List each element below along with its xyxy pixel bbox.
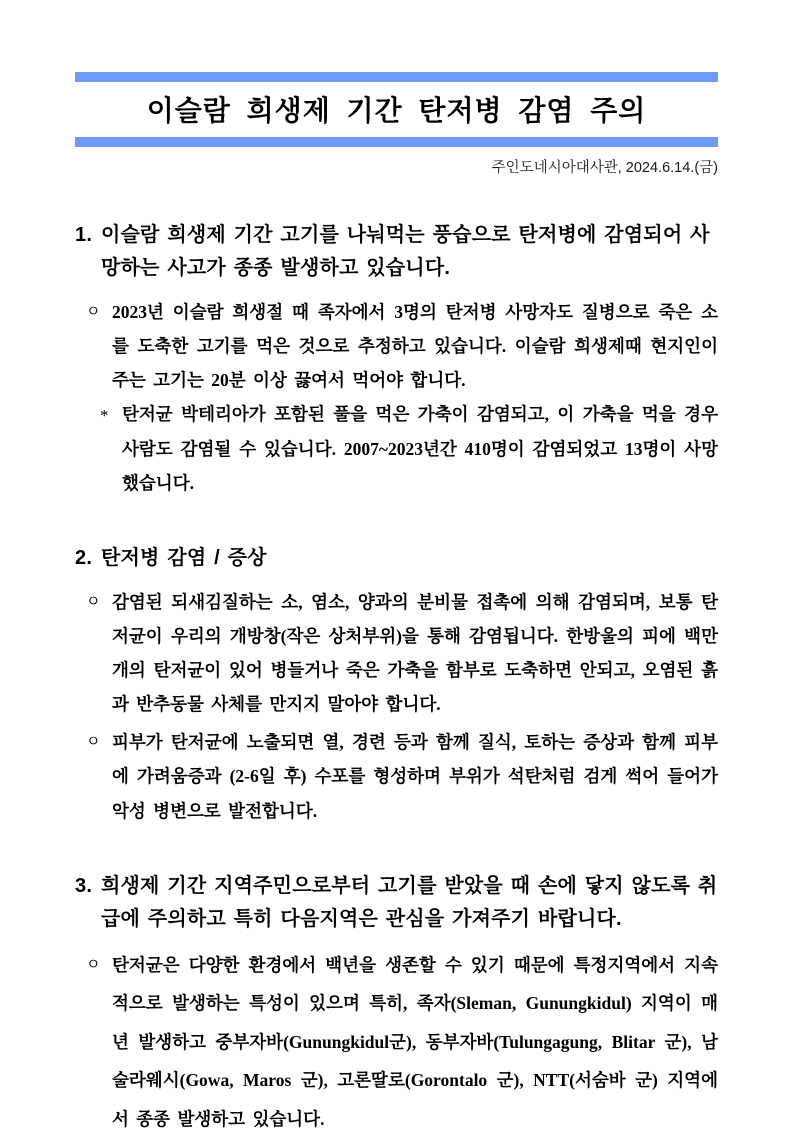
section-1-heading xyxy=(75,219,718,285)
asterisk-marker: * xyxy=(100,406,109,426)
list-item xyxy=(86,585,718,722)
bullet-text: 피부가 탄저균에 노출되면 열, 경련 등과 함께 질식, 토하는 증상과 함께 피부에 가려움증과 (2-6일 후) 수포를 형성하며 부위가 석탄처럼 검게 썩어 들어가 악성 병변으로 발전합니다. xyxy=(112,732,718,821)
page-title: 이슬람 희생제 기간 탄저병 감염 주의 xyxy=(146,95,647,126)
list-item xyxy=(86,295,718,397)
bullet-marker: ㅇ xyxy=(86,733,101,751)
section-3 xyxy=(75,870,718,1138)
section-3-body xyxy=(75,946,718,1138)
sub-list-item xyxy=(100,397,718,499)
bullet-marker: ㅇ xyxy=(86,955,101,973)
bullet-text: 2023년 이슬람 희생절 때 족자에서 3명의 탄저병 사망자도 질병으로 죽은 소를 도축한 고기를 먹은 것으로 추정하고 있습니다. 이슬람 희생제때 현지인이 주는 고기는 20분 이상 끓여서 먹어야 합니다. xyxy=(112,302,718,391)
section-2 xyxy=(75,542,718,828)
section-heading-text: 탄저병 감염 / 증상 xyxy=(101,546,267,569)
sub-bullet-text: 탄저균 박테리아가 포함된 풀을 먹은 가축이 감염되고, 이 가축을 먹을 경우 사람도 감염될 수 있습니다. 2007~2023년간 410명이 감염되었고 13명이 사망했습니다. xyxy=(122,404,718,493)
section-number: 2. xyxy=(75,546,93,569)
list-item xyxy=(86,725,718,827)
bullet-text: 감염된 되새김질하는 소, 염소, 양과의 분비물 접촉에 의해 감염되며, 보통 탄저균이 우리의 개방창(작은 상처부위)을 통해 감염됩니다. 한방울의 피에 백만개의 탄저균이 있어 병들거나 죽은 가축을 함부로 도축하면 안되고, 오염된 흙과 반추동물 사체를 만지지 말아야 합니다. xyxy=(112,591,718,715)
section-number: 1. xyxy=(75,224,93,246)
bullet-marker: ㅇ xyxy=(86,592,101,610)
section-1 xyxy=(75,219,718,500)
section-heading-text: 이슬람 희생제 기간 고기를 나눠먹는 풍습으로 탄저병에 감염되어 사망하는 사고가 종종 발생하고 있습니다. xyxy=(101,224,710,279)
title-bottom-bar xyxy=(75,137,718,147)
bullet-marker: ㅇ xyxy=(86,303,101,320)
section-2-heading xyxy=(75,542,718,575)
section-2-body xyxy=(75,585,718,828)
section-heading-text: 희생제 기간 지역주민으로부터 고기를 받았을 때 손에 닿지 않도록 취급에 주의하고 특히 다음지역은 관심을 가져주기 바랍니다. xyxy=(101,874,718,930)
section-1-body xyxy=(75,295,718,500)
byline: 주인도네시아대사관, 2024.6.14.(금) xyxy=(491,160,718,176)
section-3-heading xyxy=(75,870,718,936)
section-number: 3. xyxy=(75,874,93,897)
title-top-bar xyxy=(75,72,718,82)
list-item xyxy=(86,946,718,1138)
bullet-text: 탄저균은 다양한 환경에서 백년을 생존할 수 있기 때문에 특정지역에서 지속적으로 발생하는 특성이 있으며 특히, 족자(Sleman, Gunungkidul) 지역이 매년 발생하고 중부자바(Gunungkidul군), 동부자바(Tulungagung, Blitar 군), 남술라웨시(Gowa, Maros 군), 고론딸로(Gorontalo 군), NTT(서숨바 군) 지역에서 종종 발생하고 있습니다. xyxy=(112,954,718,1129)
